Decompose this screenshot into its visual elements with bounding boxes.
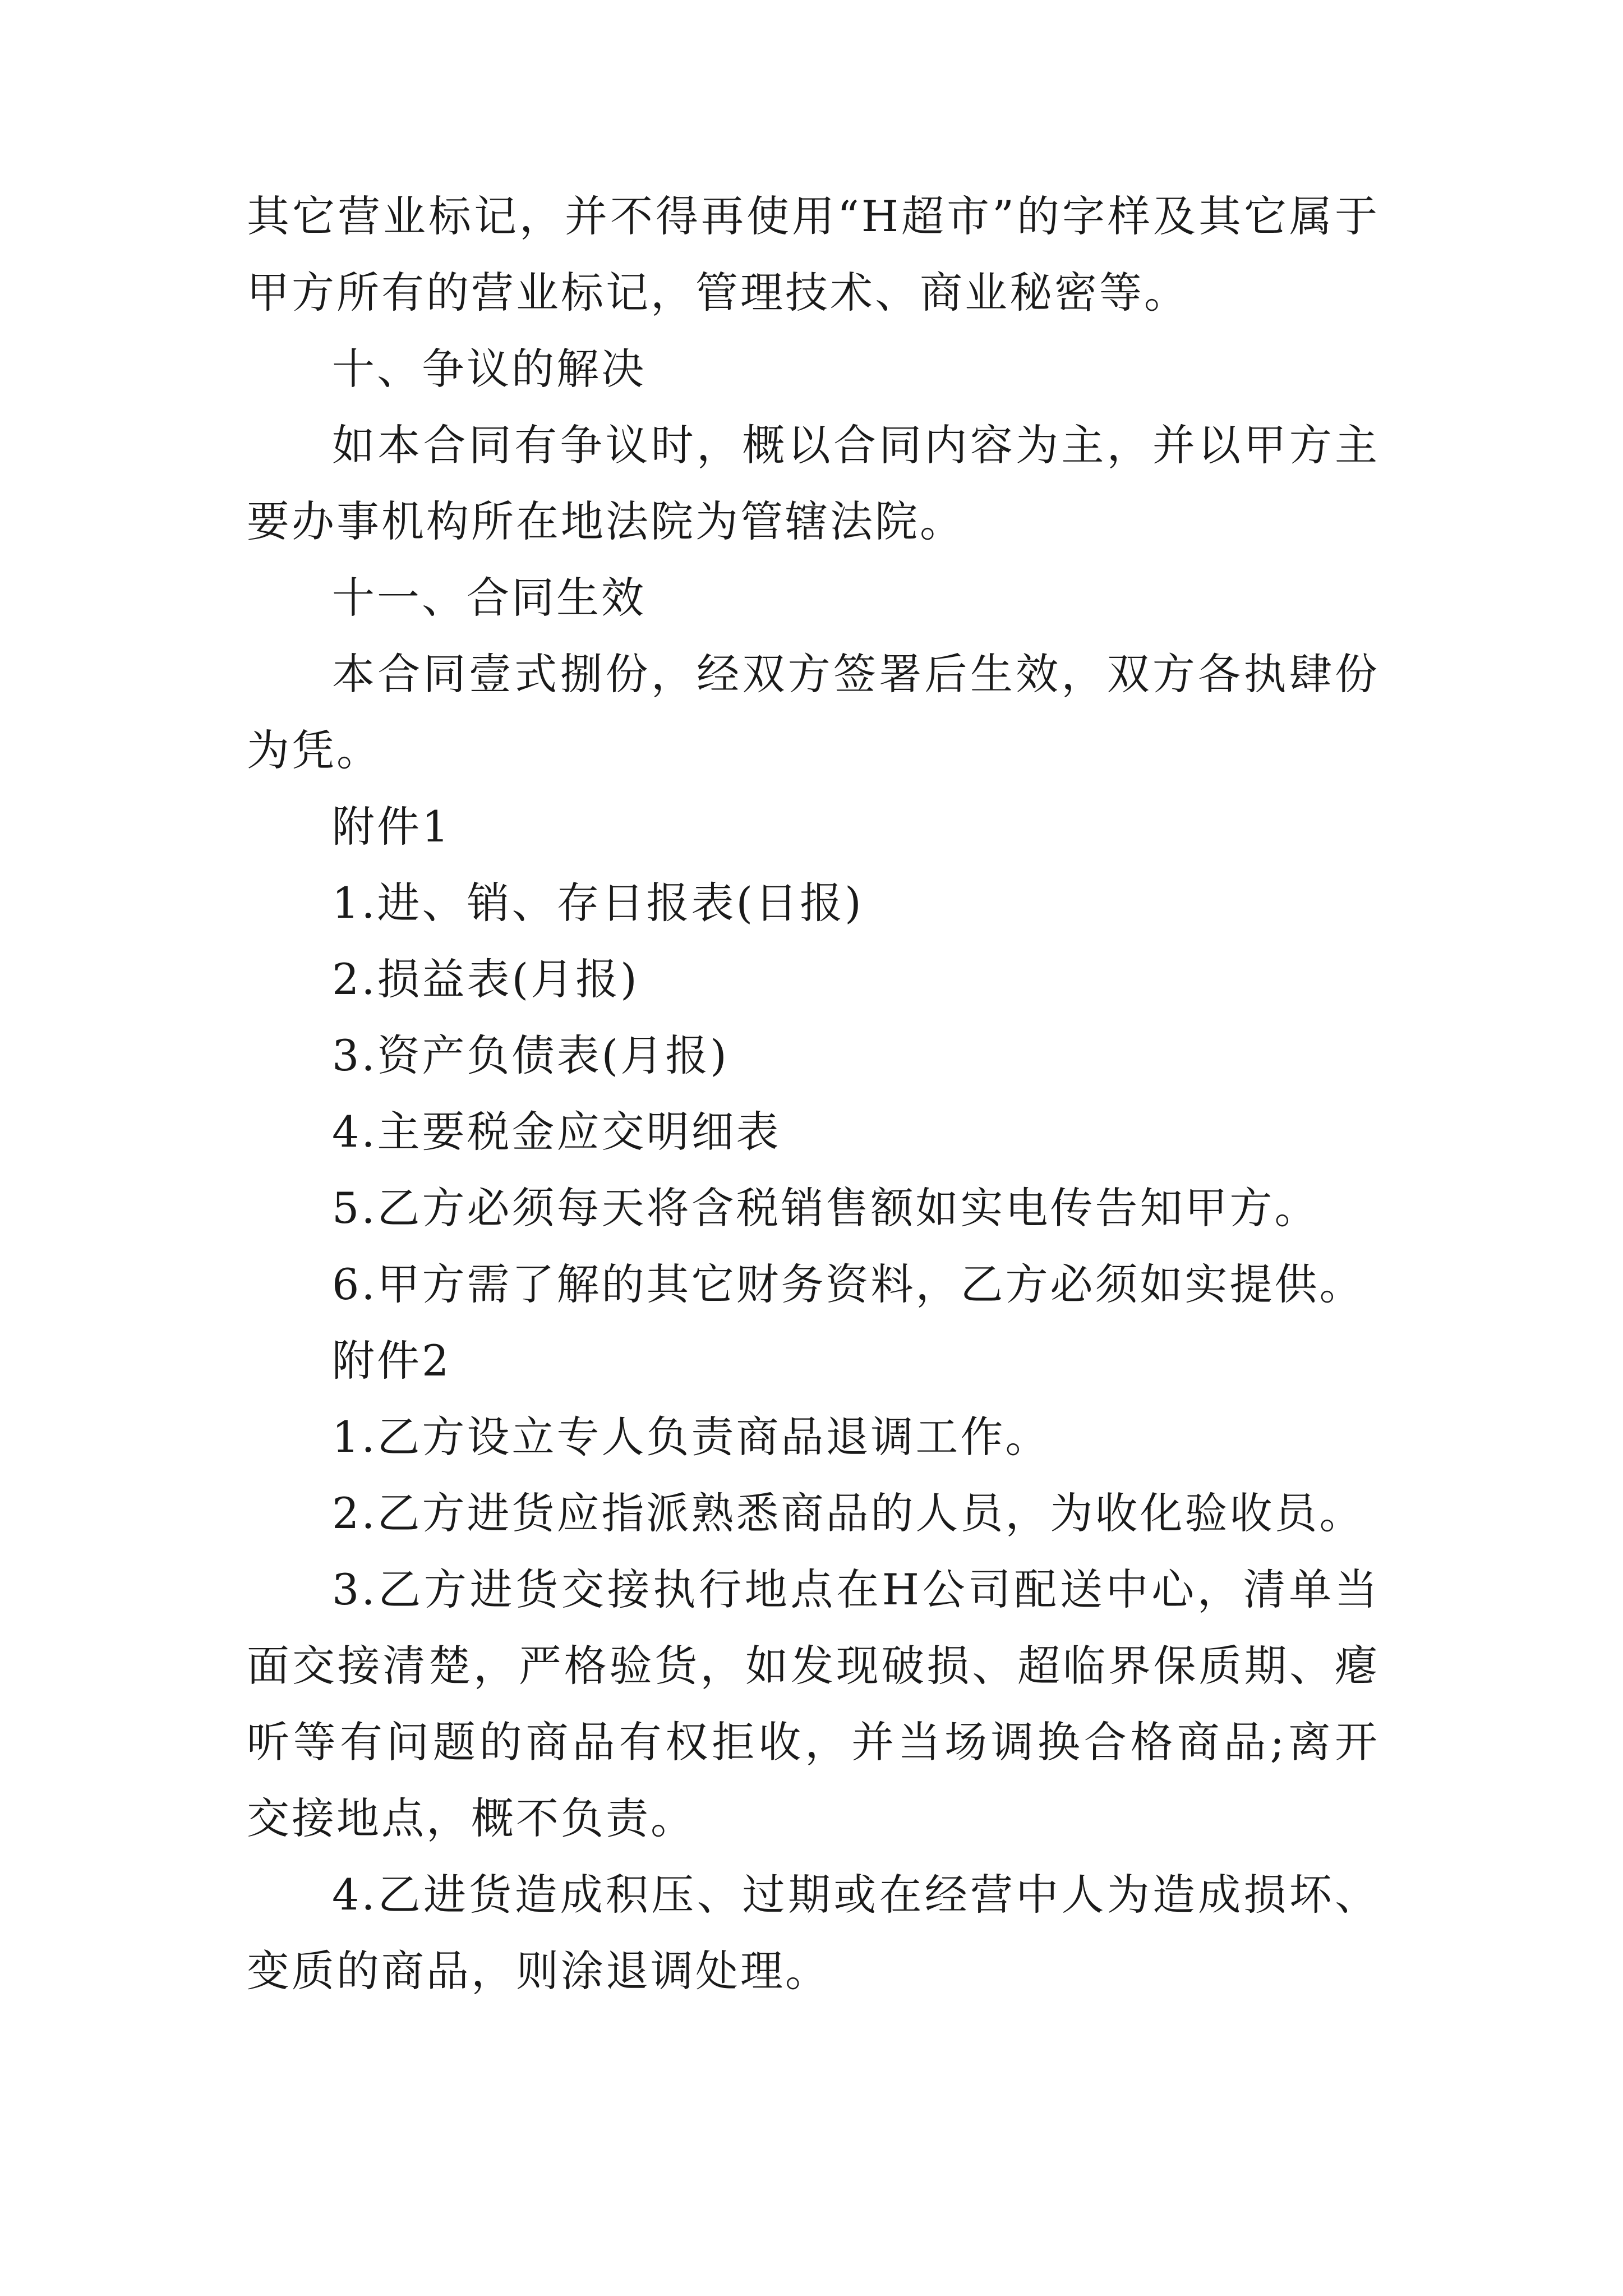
attachment-heading: 附件2 bbox=[332, 1336, 451, 1386]
list-item: 2.乙方进货应指派熟悉商品的人员，为收化验收员。 bbox=[332, 1488, 1364, 1538]
list-item: 1.进、销、存日报表(日报) bbox=[332, 878, 864, 928]
list-item: 3.资产负债表(月报) bbox=[332, 1030, 729, 1080]
list-item: 3.乙方进货交接执行地点在H公司配送中心，清单当面交接清楚，严格验货，如发现破损、超临界保质期、瘪听等有问题的商品有权拒收，并当场调换合格商品;离开交接地点，概不负责。 bbox=[247, 1565, 1380, 1843]
list-item: 5.乙方必须每天将含税销售额如实电传告知甲方。 bbox=[332, 1183, 1320, 1233]
list-item: 2.损益表(月报) bbox=[332, 954, 639, 1004]
list-item: 1.乙方设立专人负责商品退调工作。 bbox=[332, 1412, 1050, 1462]
document-body bbox=[247, 178, 1380, 2009]
section-heading: 十一、合同生效 bbox=[332, 573, 646, 623]
list-item: 6.甲方需了解的其它财务资料，乙方必须如实提供。 bbox=[332, 1259, 1364, 1309]
list-item: 4.主要税金应交明细表 bbox=[332, 1107, 781, 1157]
paragraph: 其它营业标记，并不得再使用“H超市”的字样及其它属于甲方所有的营业标记，管理技术、商业秘密等。 bbox=[247, 191, 1380, 318]
section-heading: 十、争议的解决 bbox=[332, 344, 646, 394]
paragraph: 如本合同有争议时，概以合同内容为主，并以甲方主要办事机构所在地法院为管辖法院。 bbox=[247, 420, 1380, 546]
list-item: 4.乙进货造成积压、过期或在经营中人为造成损坏、变质的商品，则涂退调处理。 bbox=[247, 1870, 1380, 1996]
attachment-heading: 附件1 bbox=[332, 802, 451, 852]
paragraph: 本合同壹式捌份，经双方签署后生效，双方各执肆份为凭。 bbox=[247, 649, 1380, 775]
